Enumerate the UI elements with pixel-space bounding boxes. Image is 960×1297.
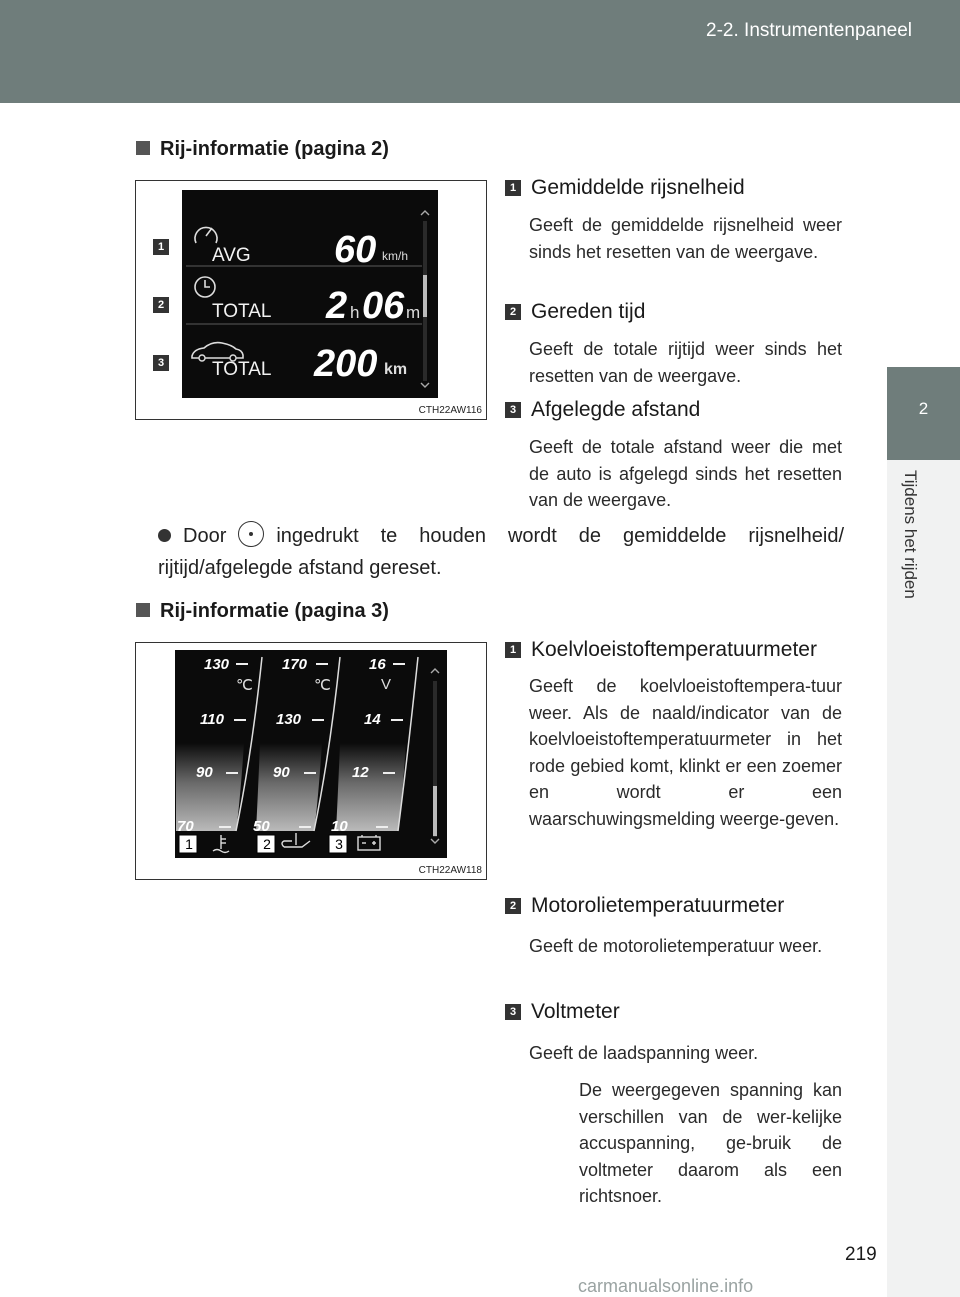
figure-page3 — [135, 642, 487, 880]
item-title: Motorolietemperatuurmeter — [531, 894, 785, 917]
bullet-icon — [158, 529, 171, 542]
voltmeter-note: De weergegeven spanning kan verschillen van de wer-kelijke accuspanning, ge-bruik de voltmeter daarom als een richtsnoer. — [579, 1080, 842, 1206]
gauge1-unit: ℃ — [236, 677, 253, 694]
section-title-page2: Rij-informatie (pagina 2) — [136, 138, 389, 161]
page-header — [0, 0, 960, 103]
gauge-badge-1: 1 — [185, 836, 193, 852]
header-title: 2-2. Instrumentenpaneel — [706, 20, 912, 41]
row2-minutes-unit: m — [406, 303, 421, 322]
item-body-avg-speed: Geeft de gemiddelde rijsnelheid weer sinds het resetten van de weergave. — [529, 215, 842, 262]
gauge1-tick-bottom: 70 — [177, 818, 194, 835]
item-badge: 1 — [505, 180, 521, 196]
square-bullet-icon — [136, 603, 150, 617]
figure-page2 — [135, 180, 487, 420]
section-title-page3: Rij-informatie (pagina 3) — [136, 600, 389, 623]
item-title: Gereden tijd — [531, 300, 646, 323]
scrollbar-thumb — [423, 275, 427, 317]
item-title: Voltmeter — [531, 1000, 620, 1023]
item-title: Koelvloeistoftemperatuurmeter — [531, 638, 817, 661]
item-badge: 3 — [505, 402, 521, 418]
item-badge: 3 — [505, 1004, 521, 1020]
item-body-distance: Geeft de totale afstand weer die met de auto is afgelegd sinds het resetten van de weergave. — [529, 437, 842, 510]
gauge1-tick-top: 130 — [204, 656, 230, 673]
row2-hours: 2 — [326, 285, 348, 327]
item-head-avg-speed — [505, 176, 745, 200]
figure-page2-illustration — [136, 181, 486, 419]
gauge-badge-3: 3 — [335, 836, 343, 852]
row2-minutes: 06 — [362, 285, 405, 327]
row3-label: TOTAL — [212, 359, 272, 380]
item-title: Afgelegde afstand — [531, 398, 701, 421]
row1-unit: km/h — [382, 249, 409, 263]
gauge3-unit: V — [381, 676, 392, 693]
row3-unit: km — [384, 361, 408, 378]
chapter-tab — [887, 367, 960, 460]
figure-caption: CTH22AW118 — [418, 865, 482, 876]
gauge3-tick-top: 16 — [369, 656, 386, 673]
gauge2-tick-3: 90 — [273, 764, 290, 781]
row2-label: TOTAL — [212, 301, 272, 322]
gauge1-tick-3: 90 — [196, 764, 213, 781]
item-badge: 2 — [505, 304, 521, 320]
reset-note: Door ingedrukt te houden wordt de gemiddelde rijsnelheid/ rijtijd/afgelegde afstand gereset. — [158, 520, 844, 584]
item-head-oil — [505, 894, 784, 918]
figure-badge-1: 1 — [153, 239, 169, 255]
gauge1-tick-2: 110 — [200, 711, 224, 728]
figure-caption: CTH22AW116 — [418, 405, 482, 416]
item-head-volt — [505, 1000, 620, 1024]
row2-hours-unit: h — [350, 303, 360, 322]
chapter-label: Tijdens het rijden — [901, 470, 920, 599]
gauge2-tick-bottom: 50 — [253, 818, 270, 835]
item-body-volt: Geeft de laadspanning weer. — [529, 1043, 759, 1063]
square-bullet-icon — [136, 141, 150, 155]
gauge2-tick-2: 130 — [276, 711, 302, 728]
gauge3-tick-3: 12 — [352, 764, 369, 781]
item-head-coolant — [505, 638, 817, 662]
item-head-distance — [505, 398, 700, 422]
figure-badge-3: 3 — [153, 355, 169, 371]
gauge3-tick-2: 14 — [364, 711, 381, 728]
gauge-badge-2: 2 — [263, 836, 271, 852]
item-body-drive-time: Geeft de totale rijtijd weer sinds het resetten van de weergave. — [529, 339, 842, 386]
item-badge: 1 — [505, 642, 521, 658]
select-button-icon — [238, 521, 264, 547]
row1-label: AVG — [212, 245, 251, 266]
figure-badge-2: 2 — [153, 297, 169, 313]
row1-value: 60 — [334, 229, 377, 271]
item-badge: 2 — [505, 898, 521, 914]
gauge3-tick-bottom: 10 — [331, 818, 348, 835]
scrollbar-thumb — [433, 786, 437, 836]
chapter-number: 2 — [918, 399, 929, 418]
page-number: 219 — [845, 1244, 877, 1265]
gauge2-tick-top: 170 — [282, 656, 308, 673]
item-body-coolant: Geeft de koelvloeistoftempera-tuur weer. Als de naald/indicator van de koelvloeistoftemperatuurmeter in het rode gebied komt, klinkt er een zoemer en wordt er een waarschuwingsmelding weerge-geven. — [529, 676, 842, 829]
watermark: carmanualsonline.info — [578, 1276, 754, 1296]
row3-value: 200 — [314, 343, 378, 385]
gauge2-unit: ℃ — [314, 677, 331, 694]
item-body-oil: Geeft de motorolietemperatuur weer. — [529, 936, 823, 956]
item-title: Gemiddelde rijsnelheid — [531, 176, 745, 199]
item-head-drive-time — [505, 300, 645, 324]
